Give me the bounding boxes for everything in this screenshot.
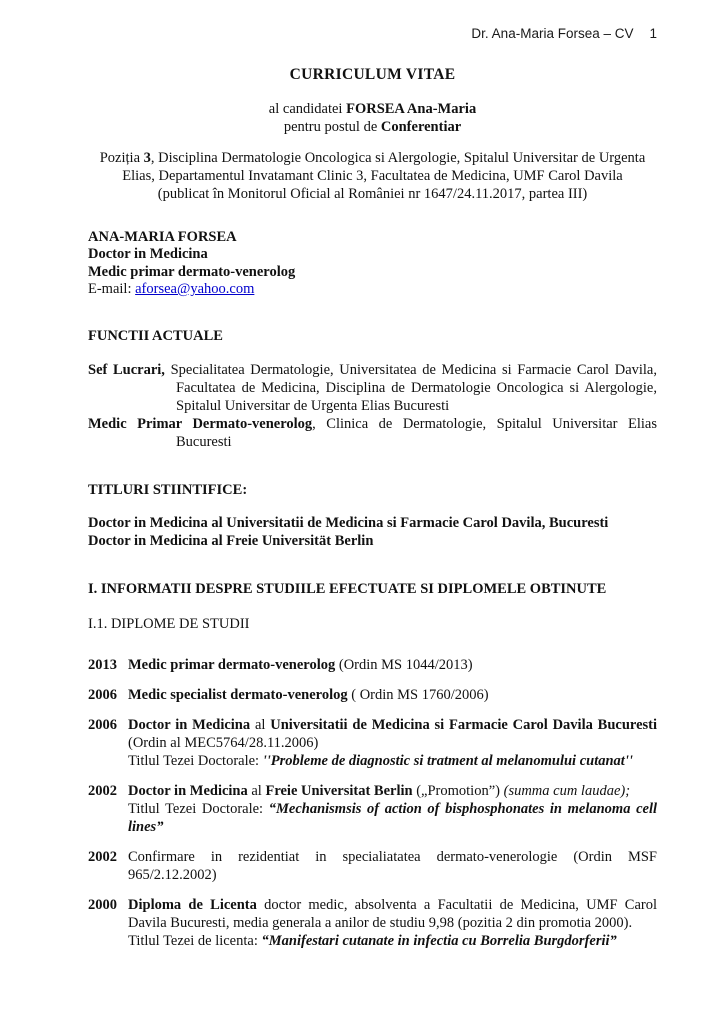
position-line-3: (publicat în Monitorul Oficial al României nr 1647/24.11.2017, partea III) xyxy=(157,185,588,202)
entry-thesis-line xyxy=(128,801,657,837)
titluri-item-2: Doctor in Medicina al Freie Universität Berlin xyxy=(88,533,374,550)
position-number: 3 xyxy=(143,149,151,166)
entry-title: Medic specialist dermato-venerolog xyxy=(128,686,348,703)
functii-heading: FUNCTII ACTUALE xyxy=(88,328,223,345)
contact-name: ANA-MARIA FORSEA xyxy=(88,228,237,245)
entry-year: 2013 xyxy=(88,657,117,674)
entry-main-line xyxy=(128,717,657,753)
functii-item1-label: Sef Lucrari, xyxy=(88,362,165,379)
thesis-title: “Manifestari cutanate in infectia cu Borrelia Burgdorferii” xyxy=(261,932,617,949)
position-paragraph xyxy=(88,150,657,204)
position-line-2: Elias, Departamentul Invatamant Clinic 3, Facultatea de Medicina, UMF Carol Davila xyxy=(122,167,623,184)
email-label: E-mail: xyxy=(88,280,132,297)
functii-item-sef-lucrari xyxy=(88,362,657,416)
contact-role: Medic primar dermato-venerolog xyxy=(88,263,296,280)
thesis-title: “Mechanismsis of action of bisphosphonates in melanoma cell lines” xyxy=(128,800,658,835)
position-line-1 xyxy=(88,150,657,168)
entry-connector: al xyxy=(251,782,262,799)
thesis-label: Titlul Tezei Doctorale: xyxy=(128,800,264,817)
document-title: CURRICULUM VITAE xyxy=(289,65,456,83)
page-header xyxy=(88,26,657,43)
diploma-list xyxy=(88,657,657,951)
thesis-title: ''Probleme de diagnostic si tratment al melanomului cutanat'' xyxy=(262,752,633,769)
titluri-heading: TITLURI STIINTIFICE: xyxy=(88,482,248,499)
entry-honors: (summa cum laudae); xyxy=(503,782,631,799)
entry-detail: (Ordin al MEC5764/28.11.2006) xyxy=(128,734,319,751)
entry-detail: (Ordin MS 1044/2013) xyxy=(338,657,473,674)
entry-title: Doctor in Medicina xyxy=(128,716,251,733)
studies-subheading: I.1. DIPLOME DE STUDII xyxy=(88,616,250,633)
entry-detail: ( Ordin MS 1760/2006) xyxy=(351,686,489,703)
running-header-title: Dr. Ana-Maria Forsea – CV xyxy=(471,26,634,41)
entry-institution: Freie Universitat Berlin xyxy=(265,782,413,799)
contact-email-row xyxy=(88,281,657,298)
diploma-entry-2006-specialist xyxy=(88,687,657,705)
entry-connector: al xyxy=(254,716,266,733)
entry-thesis-line xyxy=(128,933,657,951)
entry-year: 2002 xyxy=(88,848,117,865)
studies-heading: I. INFORMATII DESPRE STUDIILE EFECTUATE SI DIPLOMELE OBTINUTE xyxy=(88,581,607,598)
candidate-line1-pre: al candidatei xyxy=(268,100,343,117)
entry-detail: („Promotion”) xyxy=(416,782,500,799)
candidate-line2-pre: pentru postul de xyxy=(283,118,378,135)
candidate-name: FORSEA Ana-Maria xyxy=(346,100,477,117)
diploma-entry-2013 xyxy=(88,657,657,675)
functii-item-medic-primar xyxy=(88,416,657,452)
candidate-role: Conferentiar xyxy=(380,118,462,135)
entry-title: Medic primar dermato-venerolog xyxy=(128,657,336,674)
candidate-block xyxy=(88,101,657,137)
thesis-label: Titlul Tezei Doctorale: xyxy=(128,752,260,769)
entry-year: 2000 xyxy=(88,896,117,913)
entry-year: 2006 xyxy=(88,686,117,703)
titluri-list xyxy=(88,515,657,551)
entry-title: Diploma de Licenta xyxy=(128,896,257,913)
entry-title: Doctor in Medicina xyxy=(128,782,248,799)
candidate-line-1 xyxy=(88,101,657,119)
diploma-entry-2000-licenta xyxy=(88,897,657,951)
entry-year: 2006 xyxy=(88,716,117,733)
entry-detail: doctor medic, absolventa a Facultatii de Medicina, UMF Carol Davila Bucuresti, media generala a anilor de studiu 9,98 (pozitia 2 din promotia 2000). xyxy=(128,896,658,931)
email-link[interactable]: aforsea@yahoo.com xyxy=(135,280,255,297)
position-line1-pre: Poziția xyxy=(99,149,141,166)
functii-item2-text: , Clinica de Dermatologie, Spitalul Universitar Elias Bucuresti xyxy=(176,416,657,451)
entry-thesis-line xyxy=(128,753,657,771)
diploma-entry-2002-doctorat xyxy=(88,783,657,837)
entry-main-line xyxy=(128,783,657,801)
diploma-entry-2006-doctorat xyxy=(88,717,657,771)
functii-list xyxy=(88,362,657,452)
diploma-entry-2002-rezidentiat xyxy=(88,849,657,885)
entry-institution: Universitatii de Medicina si Farmacie Carol Davila Bucuresti xyxy=(270,716,658,733)
page-number: 1 xyxy=(649,26,657,41)
candidate-line-2 xyxy=(88,119,657,137)
entry-main-line xyxy=(128,897,657,933)
functii-item2-label: Medic Primar Dermato-venerolog xyxy=(88,416,313,433)
contact-degree: Doctor in Medicina xyxy=(88,246,208,263)
contact-block xyxy=(88,229,657,299)
position-line1-rest: , Disciplina Dermatologie Oncologica si Alergologie, Spitalul Universitar de Urgenta xyxy=(150,149,646,166)
titluri-item-1: Doctor in Medicina al Universitatii de Medicina si Farmacie Carol Davila, Bucuresti xyxy=(88,515,609,532)
functii-item1-text: Specialitatea Dermatologie, Universitatea de Medicina si Farmacie Carol Davila, Facultatea de Medicina, Disciplina de Dermatologie Oncologica si Alergologie, Spitalul Universitar de Urgenta Elias Bucuresti xyxy=(170,362,657,415)
entry-text: Confirmare in rezidentiat in specialiatatea dermato-venerologie (Ordin MSF 965/2.12.2002) xyxy=(128,848,657,883)
thesis-label: Titlul Tezei de licenta: xyxy=(128,932,258,949)
entry-year: 2002 xyxy=(88,782,117,799)
